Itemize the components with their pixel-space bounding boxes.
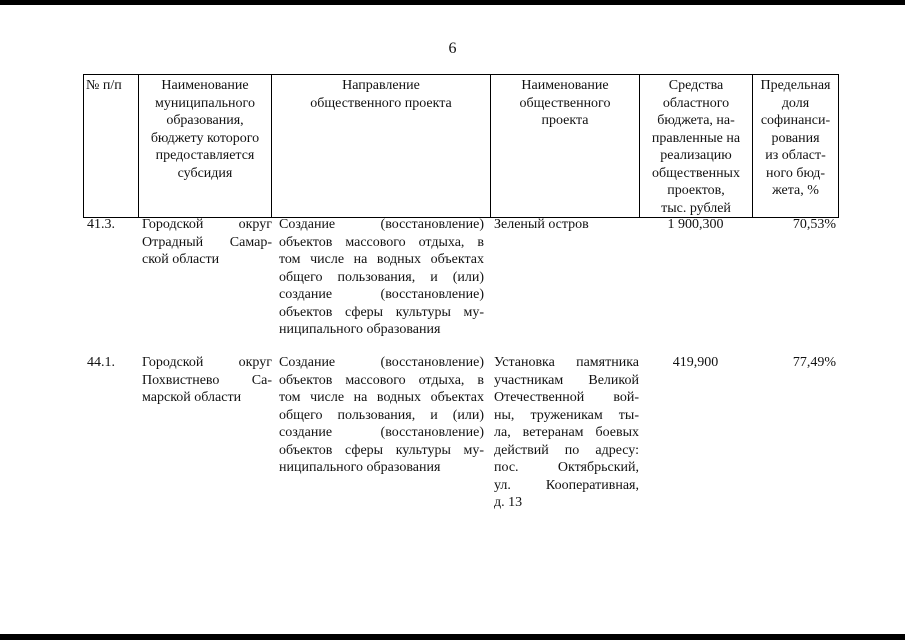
- header-line: проекта: [541, 113, 589, 128]
- cell-line: участникам Великой: [494, 372, 639, 388]
- cell-line: действий по адресу:: [494, 442, 639, 458]
- page-number: 6: [448, 40, 457, 57]
- cell-number: 44.1.: [87, 355, 115, 370]
- cell-line: ской области: [142, 252, 220, 267]
- header-line: Наименование: [161, 78, 249, 93]
- cell-line: Городской округ: [142, 217, 272, 232]
- cell-line: объектов сферы культуры му-: [279, 304, 484, 320]
- header-line: Направление: [342, 78, 420, 93]
- cell-line: Городской округ: [142, 355, 272, 370]
- header-project-name: [491, 75, 640, 218]
- cell-line: Установка памятника: [494, 355, 639, 370]
- header-line: бюджету которого: [150, 130, 260, 146]
- header-line: общественного: [519, 95, 611, 111]
- cell-municipality: [142, 354, 272, 407]
- cell-line: создание (восстановление): [279, 287, 484, 302]
- cell-line: Отечественной вой-: [494, 390, 639, 405]
- header-line: из област-: [765, 148, 826, 163]
- header-line: субсидия: [177, 165, 233, 181]
- cell-line: Создание (восстановление): [279, 217, 484, 232]
- header-line: общественных: [652, 165, 740, 181]
- header-share: [753, 75, 839, 218]
- header-line: софинанси-: [760, 113, 831, 128]
- header-line: областного: [662, 95, 730, 111]
- cell-line: пос. Октябрьский,: [494, 460, 639, 475]
- header-line: бюджета, на-: [657, 113, 735, 128]
- cell-line: марской области: [142, 390, 242, 405]
- cell-line: ниципального образования: [279, 460, 441, 475]
- cell-line: ул. Кооперативная,: [494, 477, 639, 493]
- cell-funds: 1 900,300: [667, 217, 724, 232]
- bottom-border: [0, 634, 905, 640]
- top-border: [0, 0, 905, 5]
- header-number: [84, 75, 139, 218]
- header-line: ного бюд-: [765, 165, 826, 181]
- header-line: доля: [781, 95, 810, 111]
- header-line: Предельная: [760, 78, 831, 93]
- header-line: предоставляется: [155, 148, 255, 163]
- header-line: образования,: [166, 113, 244, 128]
- cell-number: 41.3.: [87, 217, 115, 232]
- cell-line: объектов массового отдыха, в: [279, 372, 484, 388]
- cell-line: объектов сферы культуры му-: [279, 442, 484, 458]
- header-line: реализацию: [660, 148, 732, 163]
- header-direction: [272, 75, 491, 218]
- header-line: проектов,: [667, 183, 725, 198]
- header-line: № п/п: [86, 78, 122, 93]
- cell-line: том числе на водных объектах: [279, 390, 484, 405]
- header-line: муниципального: [155, 95, 255, 111]
- cell-line: Зеленый остров: [494, 217, 589, 232]
- cell-line: том числе на водных объектах: [279, 252, 484, 267]
- cell-line: общего пользования, и (или): [279, 407, 484, 423]
- header-line: общественного проекта: [310, 95, 452, 111]
- cell-line: общего пользования, и (или): [279, 269, 484, 285]
- cell-line: Похвистнево Са-: [142, 372, 272, 388]
- cell-line: д. 13: [494, 495, 523, 510]
- cell-project-name: [494, 216, 639, 234]
- header-line: Средства: [668, 78, 724, 93]
- cell-line: ниципального образования: [279, 322, 441, 337]
- header-municipality: [139, 75, 272, 218]
- cell-share: 77,49%: [792, 355, 836, 370]
- cell-funds: 419,900: [672, 355, 719, 370]
- table-header: [83, 74, 839, 218]
- cell-direction: [279, 216, 484, 339]
- cell-direction: [279, 354, 484, 477]
- cell-line: ны, труженикам ты-: [494, 407, 639, 423]
- table-row: [83, 216, 838, 376]
- cell-line: ла, ветеранам боевых: [494, 425, 639, 440]
- cell-share: 70,53%: [792, 217, 836, 232]
- cell-line: Отрадный Самар-: [142, 234, 272, 250]
- header-line: тыс. рублей: [661, 200, 731, 216]
- header-line: жета, %: [772, 183, 819, 198]
- cell-line: объектов массового отдыха, в: [279, 234, 484, 250]
- header-line: правленные на: [651, 130, 741, 146]
- cell-municipality: [142, 216, 272, 269]
- cell-line: Создание (восстановление): [279, 355, 484, 370]
- cell-line: создание (восстановление): [279, 425, 484, 440]
- header-line: Наименование: [521, 78, 609, 93]
- header-funds: [640, 75, 753, 218]
- cell-project-name: [494, 354, 639, 512]
- header-line: рования: [771, 130, 820, 146]
- table-row: [83, 354, 838, 514]
